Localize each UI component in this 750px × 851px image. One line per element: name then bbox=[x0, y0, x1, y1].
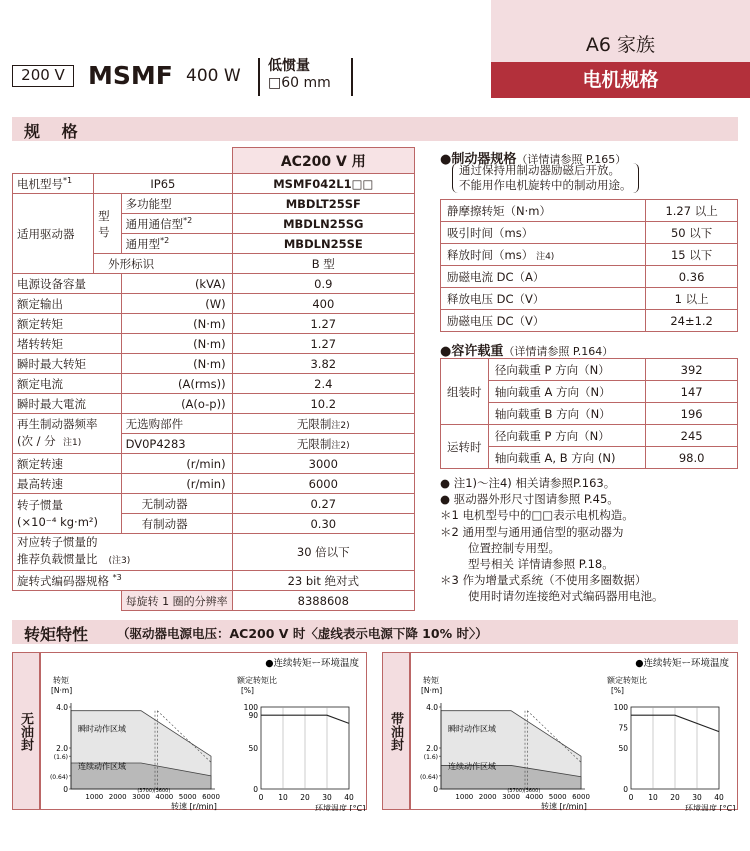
load-row-value: 392 bbox=[646, 359, 738, 381]
spec-label: 电源设备容量 bbox=[13, 274, 122, 294]
spec-row bbox=[13, 354, 415, 374]
note-line: ● 注1)～注4) 相关请参照P.163。 bbox=[440, 476, 616, 490]
load-row-label: 轴向载重 B 方向（N） bbox=[488, 403, 645, 425]
x-mark-label: (3600) bbox=[523, 788, 541, 794]
brake-row bbox=[441, 200, 738, 222]
speed-unit: (r/min) bbox=[121, 454, 232, 474]
category-label: A6 家族 bbox=[585, 34, 656, 56]
spec-value: 1.27 bbox=[232, 334, 414, 354]
brake-row-value: 15 以下 bbox=[646, 244, 738, 266]
ratio-tick-label: 0 bbox=[253, 785, 258, 794]
ratio-tick-label: 100 bbox=[613, 703, 628, 712]
load-row-value: 245 bbox=[646, 425, 738, 447]
driver-row-label: 适用驱动器 bbox=[13, 194, 94, 274]
ratio-tick-label: 90 bbox=[248, 711, 258, 721]
temp-tick-label: 0 bbox=[628, 793, 634, 802]
x-mark-label: (3700) bbox=[507, 788, 524, 794]
chart-no-seal-svg bbox=[41, 653, 368, 811]
temp-axis-label: 环境温度 [°C] bbox=[315, 804, 366, 811]
spec-section-bar bbox=[12, 117, 738, 141]
torque-subtitle: （驱动器电源电压：AC200 V 时〈虚线表示电源下降 10% 时〉） bbox=[117, 626, 488, 641]
y-tick-label: 0 bbox=[63, 785, 68, 794]
brake-title: ●制动器规格（详情请参照 P.165） bbox=[440, 152, 627, 167]
brake-row bbox=[441, 288, 738, 310]
x-tick-label: 2000 bbox=[108, 793, 127, 801]
ratio-tick-label: 0 bbox=[623, 785, 628, 794]
instant-zone-label: 瞬时动作区域 bbox=[448, 724, 496, 734]
chart-with-seal-svg bbox=[411, 653, 739, 811]
load-row-label: 轴向载重 A, B 方向 (N) bbox=[488, 447, 645, 469]
speed-row bbox=[13, 454, 415, 474]
load-row-label: 径向载重 P 方向（N） bbox=[488, 359, 645, 381]
y-tick-label: 0 bbox=[433, 785, 438, 794]
frame-label: 外形标识 bbox=[94, 254, 232, 274]
temp-tick-label: 40 bbox=[714, 793, 724, 802]
ratio-tick-label: 100 bbox=[243, 703, 258, 712]
inertia-opt2: 有制动器 bbox=[121, 514, 232, 534]
size-label: □60 mm bbox=[268, 75, 331, 91]
spec-label: 堵转转矩 bbox=[13, 334, 122, 354]
x-mark-label: (3600) bbox=[153, 788, 171, 794]
brake-row bbox=[441, 310, 738, 332]
y-tick-label: (0.64) bbox=[49, 773, 68, 781]
x-mark-label: (3700) bbox=[137, 788, 154, 794]
y-tick-label: 4.0 bbox=[56, 703, 68, 712]
x-tick-label: 6000 bbox=[572, 793, 590, 801]
chart-no-seal bbox=[40, 652, 367, 810]
legend-label: ●连续转矩ー环境温度 bbox=[635, 658, 729, 669]
note-line: 位置控制专用型。 bbox=[468, 540, 560, 555]
brake-row-value: 1 以上 bbox=[646, 288, 738, 310]
temp-tick-label: 30 bbox=[692, 793, 702, 802]
brake-row bbox=[441, 222, 738, 244]
x-tick-label: 3000 bbox=[132, 793, 150, 801]
spec-label: 额定转矩 bbox=[13, 314, 122, 334]
encoder-label: 旋转式编码器规格 $^{*3}$ bbox=[13, 571, 233, 591]
y-axis-unit: [N·m] bbox=[51, 686, 73, 695]
speed-value: 3000 bbox=[232, 454, 414, 474]
brake-table bbox=[440, 199, 738, 332]
x-tick-label: 4000 bbox=[155, 793, 174, 801]
brake-row-label: 释放电压 DC（V） bbox=[441, 288, 646, 310]
spec-row bbox=[13, 274, 415, 294]
spec-value: 0.9 bbox=[232, 274, 414, 294]
x-axis-label: 转速 [r/min] bbox=[541, 802, 587, 811]
note-line: ＊1 电机型号中的□□表示电机构造。 bbox=[440, 508, 634, 523]
y-tick-label: 2.0 bbox=[426, 744, 438, 753]
with-seal-label: 带油封 bbox=[382, 652, 410, 810]
x-tick-label: 1000 bbox=[85, 793, 104, 801]
load-row-value: 98.0 bbox=[646, 447, 738, 469]
x-tick-label: 5000 bbox=[178, 793, 197, 801]
y-axis-label: 转矩 bbox=[53, 676, 69, 685]
spec-unit: (A(rms)) bbox=[121, 374, 232, 394]
y-tick-label: (0.64) bbox=[419, 773, 438, 781]
legend-label: ●连续转矩ー环境温度 bbox=[265, 658, 359, 669]
torque-section-title: 转矩特性 bbox=[24, 625, 89, 644]
x-tick-label: 5000 bbox=[548, 793, 567, 801]
regen-val1: 无限制注2) bbox=[232, 414, 414, 434]
encoder-value: 23 bit 绝对式 bbox=[232, 571, 414, 591]
x-tick-label: 1000 bbox=[455, 793, 474, 801]
temp-tick-label: 20 bbox=[300, 793, 310, 802]
spec-row bbox=[13, 374, 415, 394]
brake-row-label: 励磁电流 DC（A） bbox=[441, 266, 646, 288]
inertia-label: 低惯量 bbox=[268, 58, 310, 74]
ratio-axis-unit: [%] bbox=[611, 686, 624, 695]
speed-label: 最高转速 bbox=[13, 474, 122, 494]
load-row bbox=[441, 359, 738, 381]
temp-tick-label: 30 bbox=[322, 793, 332, 802]
ratio-axis-label: 额定转矩比 bbox=[607, 676, 647, 685]
speed-row bbox=[13, 474, 415, 494]
speed-unit: (r/min) bbox=[121, 474, 232, 494]
comm-label: 通用通信型$^{*2}$ bbox=[121, 214, 232, 234]
x-tick-label: 4000 bbox=[525, 793, 544, 801]
brake-note: 通过保持用制动器励磁后开放。 不能用作电机旋转中的制动用途。 bbox=[452, 163, 639, 193]
ratio-tick-label: 50 bbox=[248, 744, 258, 753]
load-title: ●容许载重（详情请参照 P.164） bbox=[440, 344, 614, 359]
x-axis-label: 转速 [r/min] bbox=[171, 802, 217, 811]
spec-value: 3.82 bbox=[232, 354, 414, 374]
inertia-row-label: 转子惯量 (×10⁻⁴ kg·m²) bbox=[13, 494, 122, 534]
continuous-zone-label: 连续动作区域 bbox=[448, 761, 496, 771]
spec-label: 额定输出 bbox=[13, 294, 122, 314]
multi-value: MBDLT25SF bbox=[232, 194, 414, 214]
spec-value: 2.4 bbox=[232, 374, 414, 394]
ratio-axis-label: 额定转矩比 bbox=[237, 676, 277, 685]
spec-unit: (W) bbox=[121, 294, 232, 314]
ratio-axis-unit: [%] bbox=[241, 686, 254, 695]
brake-row-value: 1.27 以上 bbox=[646, 200, 738, 222]
y-axis-label: 转矩 bbox=[423, 676, 439, 685]
spec-row bbox=[13, 294, 415, 314]
resolution-value: 8388608 bbox=[232, 591, 414, 611]
spec-table bbox=[12, 147, 415, 611]
temp-tick-label: 20 bbox=[670, 793, 680, 802]
y-tick-label: 2.0 bbox=[56, 744, 68, 753]
ratio-tick-label: 75 bbox=[618, 723, 628, 733]
notes bbox=[440, 475, 740, 605]
load-row-label: 轴向载重 A 方向（N） bbox=[488, 381, 645, 403]
model-row-label: 电机型号$^{*1}$ bbox=[13, 174, 94, 194]
note-line: ＊2 通用型与通用通信型的驱动器为 bbox=[440, 524, 624, 539]
inertia-val2: 0.30 bbox=[232, 514, 414, 534]
general-value: MBDLN25SE bbox=[232, 234, 414, 254]
spec-unit: (N·m) bbox=[121, 334, 232, 354]
note-line: 使用时请勿连接绝对式编码器用电池。 bbox=[468, 589, 664, 604]
section-banner: 电机规格 bbox=[491, 62, 750, 98]
category-label-box bbox=[491, 0, 750, 62]
load-table bbox=[440, 358, 738, 469]
brake-row-label: 吸引时间（ms） bbox=[441, 222, 646, 244]
brake-row-label: 静摩擦转矩（N·m） bbox=[441, 200, 646, 222]
spec-label: 瞬时最大電流 bbox=[13, 394, 122, 414]
brake-row-label: 释放时间（ms） 注4) bbox=[441, 244, 646, 266]
spec-row bbox=[13, 314, 415, 334]
spec-col-header: AC200 V 用 bbox=[232, 148, 414, 174]
inertia-opt1: 无制动器 bbox=[121, 494, 232, 514]
running-label: 运转时 bbox=[441, 425, 489, 469]
x-tick-label: 2000 bbox=[478, 793, 497, 801]
spec-label: 瞬时最大转矩 bbox=[13, 354, 122, 374]
note-line: ● 驱动器外形尺寸图请参照 P.45。 bbox=[440, 492, 619, 507]
regen-label: 再生制动器频率 (次 / 分 注1) bbox=[13, 414, 122, 454]
temp-tick-label: 0 bbox=[258, 793, 264, 802]
ratio-tick-label: 50 bbox=[618, 744, 628, 753]
ratio-value: 30 倍以下 bbox=[232, 534, 414, 571]
regen-opt1: 无选购部件 bbox=[121, 414, 232, 434]
x-tick-label: 3000 bbox=[502, 793, 520, 801]
brake-row-value: 0.36 bbox=[646, 266, 738, 288]
load-row-value: 147 bbox=[646, 381, 738, 403]
type-label: 型号 bbox=[94, 194, 121, 254]
spec-value: 10.2 bbox=[232, 394, 414, 414]
temp-axis-label: 环境温度 [°C] bbox=[685, 804, 736, 811]
multi-label: 多功能型 bbox=[121, 194, 232, 214]
comm-value: MBDLN25SG bbox=[232, 214, 414, 234]
load-row-label: 径向载重 P 方向（N） bbox=[488, 425, 645, 447]
no-seal-label: 无油封 bbox=[12, 652, 40, 810]
assembly-label: 组装时 bbox=[441, 359, 489, 425]
spec-value: 1.27 bbox=[232, 314, 414, 334]
continuous-zone-label: 连续动作区域 bbox=[78, 761, 126, 771]
ip-rating: IP65 bbox=[94, 174, 232, 194]
temp-tick-label: 40 bbox=[344, 793, 354, 802]
brake-row bbox=[441, 266, 738, 288]
spec-unit: (A(o-p)) bbox=[121, 394, 232, 414]
spec-section-title: 规 格 bbox=[24, 122, 86, 141]
y-axis-unit: [N·m] bbox=[421, 686, 443, 695]
model-title: MSMF bbox=[88, 61, 173, 90]
y-tick-label: (1.6) bbox=[53, 754, 68, 762]
resolution-label: 每旋转 1 圈的分辨率 bbox=[121, 591, 232, 611]
regen-val2: 无限制注2) bbox=[232, 434, 414, 454]
spec-unit: (N·m) bbox=[121, 354, 232, 374]
inertia-bracket bbox=[258, 58, 353, 96]
temp-tick-label: 10 bbox=[278, 793, 288, 802]
brake-row-label: 励磁电压 DC（V） bbox=[441, 310, 646, 332]
general-label: 通用型$^{*2}$ bbox=[121, 234, 232, 254]
voltage-badge: 200 V bbox=[12, 65, 74, 87]
inertia-val1: 0.27 bbox=[232, 494, 414, 514]
note-line: ＊3 作为增量式系统（不使用多圈数据） bbox=[440, 573, 647, 588]
spec-row bbox=[13, 394, 415, 414]
y-tick-label: 4.0 bbox=[426, 703, 438, 712]
power-label: 400 W bbox=[186, 66, 241, 86]
chart-with-seal bbox=[410, 652, 738, 810]
speed-label: 额定转速 bbox=[13, 454, 122, 474]
model-value: MSMF042L1□□ bbox=[232, 174, 414, 194]
frame-value: B 型 bbox=[232, 254, 414, 274]
speed-value: 6000 bbox=[232, 474, 414, 494]
spec-value: 400 bbox=[232, 294, 414, 314]
spec-label: 额定电流 bbox=[13, 374, 122, 394]
spec-unit: (kVA) bbox=[121, 274, 232, 294]
temp-tick-label: 10 bbox=[648, 793, 658, 802]
load-row bbox=[441, 425, 738, 447]
load-row-value: 196 bbox=[646, 403, 738, 425]
brake-row-value: 24±1.2 bbox=[646, 310, 738, 332]
regen-opt2: DV0P4283 bbox=[121, 434, 232, 454]
spec-unit: (N·m) bbox=[121, 314, 232, 334]
spec-row bbox=[13, 334, 415, 354]
y-tick-label: (1.6) bbox=[423, 754, 438, 762]
brake-row bbox=[441, 244, 738, 266]
ratio-label: 对应转子惯量的 推荐负载惯量比 (注3) bbox=[13, 534, 233, 571]
note-line: 型号相关 详情请参照 P.18。 bbox=[468, 557, 614, 572]
instant-zone-label: 瞬时动作区域 bbox=[78, 724, 126, 734]
brake-row-value: 50 以下 bbox=[646, 222, 738, 244]
x-tick-label: 6000 bbox=[202, 793, 220, 801]
